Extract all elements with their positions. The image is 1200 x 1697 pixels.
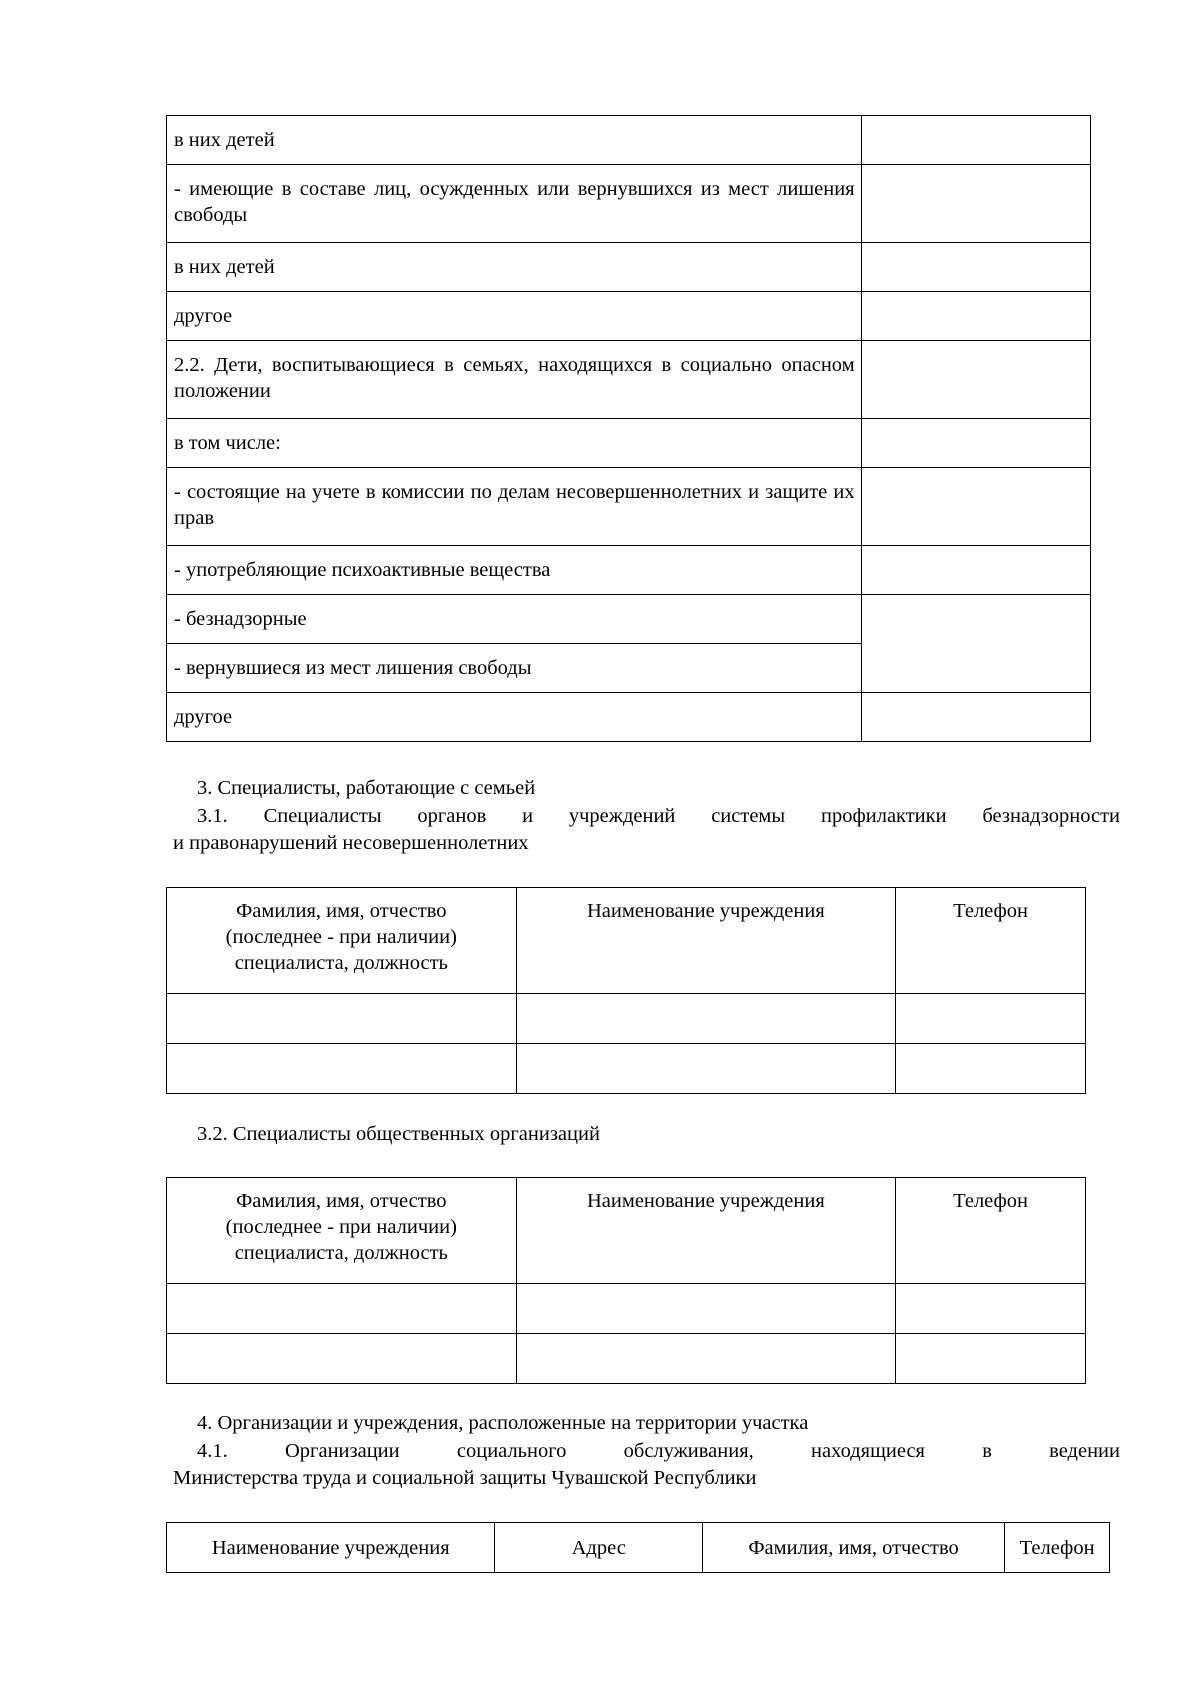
- table-cell[interactable]: [167, 1044, 517, 1094]
- row-label: в них детей: [167, 243, 862, 292]
- table-row: [167, 165, 1091, 243]
- section-3-heading: 3. Специалисты, работающие с семьей: [197, 777, 536, 799]
- row-value[interactable]: [861, 292, 1090, 341]
- row-value[interactable]: [861, 419, 1090, 468]
- section-3-2-heading: 3.2. Специалисты общественных организаций: [197, 1123, 600, 1145]
- table-cell[interactable]: [516, 994, 896, 1044]
- row-label: - состоящие на учете в комиссии по делам несовершеннолетних и защите их прав: [167, 468, 862, 546]
- column-header-name: [167, 1178, 517, 1284]
- row-value-merged[interactable]: [861, 595, 1090, 693]
- table-cell[interactable]: [896, 1334, 1086, 1384]
- row-value[interactable]: [861, 341, 1090, 419]
- table-row: [167, 994, 1086, 1044]
- column-header-phone: Телефон: [896, 888, 1086, 994]
- header-line: Фамилия, имя, отчество: [236, 900, 447, 922]
- column-header-phone: Телефон: [1005, 1523, 1110, 1573]
- table-row: [167, 546, 1091, 595]
- table-row: [167, 595, 1091, 644]
- row-value[interactable]: [861, 546, 1090, 595]
- specialists-table-public-orgs: [166, 1177, 1086, 1384]
- table-header-row: [167, 888, 1086, 994]
- row-label: другое: [167, 693, 862, 742]
- table-row: [167, 1334, 1086, 1384]
- column-header-name: Фамилия, имя, отчество: [702, 1523, 1004, 1573]
- row-value[interactable]: [861, 116, 1090, 165]
- header-line: Фамилия, имя, отчество: [236, 1190, 447, 1212]
- organizations-table: [166, 1522, 1110, 1573]
- row-label: - употребляющие психоактивные вещества: [167, 546, 862, 595]
- column-header-phone: Телефон: [896, 1178, 1086, 1284]
- specialists-table-agencies: [166, 887, 1086, 1094]
- row-label: - имеющие в составе лиц, осужденных или вернувшихся из мест лишения свободы: [167, 165, 862, 243]
- row-value[interactable]: [861, 468, 1090, 546]
- table-cell[interactable]: [896, 994, 1086, 1044]
- section-4-heading: 4. Организации и учреждения, расположенные на территории участка: [197, 1412, 809, 1434]
- table-row: [167, 468, 1091, 546]
- column-header-name: [167, 888, 517, 994]
- row-label: в том числе:: [167, 419, 862, 468]
- column-header-address: Адрес: [495, 1523, 703, 1573]
- table-header-row: [167, 1178, 1086, 1284]
- section-4-1-line1: 4.1. Организации социального обслуживания, находящиеся в ведении: [197, 1440, 1120, 1462]
- column-header-institution: Наименование учреждения: [516, 1178, 896, 1284]
- row-value[interactable]: [861, 693, 1090, 742]
- table-cell[interactable]: [896, 1044, 1086, 1094]
- table-row: [167, 292, 1091, 341]
- header-line: (последнее - при наличии): [225, 926, 457, 948]
- row-label: - безнадзорные: [167, 595, 862, 644]
- row-value[interactable]: [861, 243, 1090, 292]
- table-header-row: [167, 1523, 1110, 1573]
- table-row: [167, 693, 1091, 742]
- table-cell[interactable]: [167, 1284, 517, 1334]
- table-row: [167, 243, 1091, 292]
- table-row: [167, 341, 1091, 419]
- section-3-1-line2: и правонарушений несовершеннолетних: [173, 832, 529, 854]
- row-value[interactable]: [861, 165, 1090, 243]
- section-3-1-line1: 3.1. Специалисты органов и учреждений системы профилактики безнадзорности: [197, 805, 1120, 827]
- table-cell[interactable]: [167, 994, 517, 1044]
- row-label: - вернувшиеся из мест лишения свободы: [167, 644, 862, 693]
- table-cell[interactable]: [516, 1334, 896, 1384]
- table-cell[interactable]: [167, 1334, 517, 1384]
- categories-table: [166, 115, 1091, 742]
- table-row: [167, 1284, 1086, 1334]
- table-cell[interactable]: [516, 1044, 896, 1094]
- header-line: специалиста, должность: [234, 1242, 448, 1264]
- table-cell[interactable]: [896, 1284, 1086, 1334]
- column-header-institution: Наименование учреждения: [167, 1523, 495, 1573]
- row-label: 2.2. Дети, воспитывающиеся в семьях, находящихся в социально опасном положении: [167, 341, 862, 419]
- table-cell[interactable]: [516, 1284, 896, 1334]
- header-line: (последнее - при наличии): [225, 1216, 457, 1238]
- table-row: [167, 116, 1091, 165]
- table-row: [167, 419, 1091, 468]
- section-4-1-line2: Министерства труда и социальной защиты Чувашской Республики: [173, 1467, 757, 1489]
- row-label: в них детей: [167, 116, 862, 165]
- header-line: специалиста, должность: [234, 952, 448, 974]
- column-header-institution: Наименование учреждения: [516, 888, 896, 994]
- table-row: [167, 1044, 1086, 1094]
- row-label: другое: [167, 292, 862, 341]
